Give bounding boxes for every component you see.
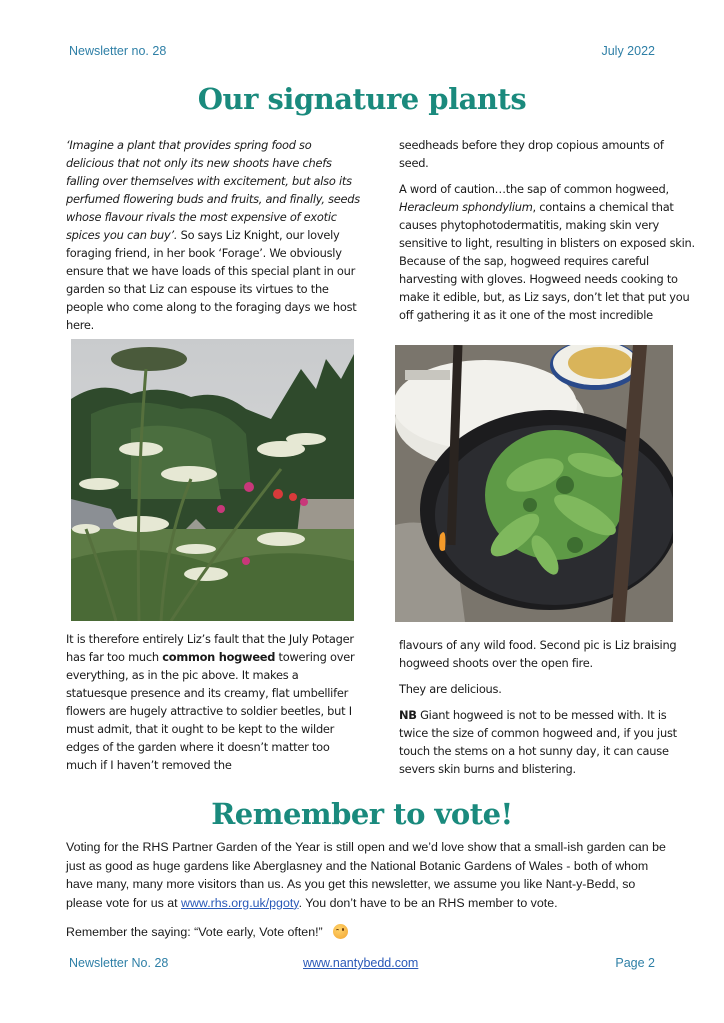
vote-text-a: Voting for the RHS Partner Garden of the Year is still open and we’d love show that a small-ish garden can be just as good as huge gardens like Aberglasney and the National Botanic Gardens of Wales - both of whom have many, many more visitors than us. As you get this newsletter, we assume you like Nant-y-Bedd, so please vote for us at [66,840,666,910]
nb-label: NB [399,708,417,722]
hogweed-fault-paragraph [66,630,362,774]
fault-text-a: It is therefore entirely Liz’s fault that the July Potager has far too much [66,632,354,664]
intro-paragraph [66,136,362,334]
nb-text: Giant hogweed is not to be messed with. It is twice the size of common hogweed and, if you just touch the stems on a hot sunny day, it can cause severs skin burns and blistering. [399,708,677,776]
column-left-top [66,136,362,342]
intro-text: So says Liz Knight, our lovely foraging friend, in her book ‘Forage’. We obviously ensure that we have loads of this special plant in our garden so that Liz can espouse its virtues to the people who come along to the foraging days we host here. [66,228,357,332]
nb-paragraph [399,706,695,778]
seedheads-paragraph: seedheads before they drop copious amounts of seed. [399,138,664,170]
hogweed-fire-photo [395,345,673,622]
caution-paragraph [399,180,695,324]
column-right-bottom [399,636,695,786]
caution-text-a: A word of caution…the sap of common hogweed, [399,182,669,196]
garden-photo-image [71,339,354,621]
delicious-paragraph: They are delicious. [399,682,502,696]
common-hogweed-bold: common hogweed [162,650,276,664]
fire-photo-image [395,345,673,622]
vote-text-b: . You don’t have to be an RHS member to vote. [298,895,558,910]
footer-newsletter-number: Newsletter No. 28 [69,956,169,970]
column-left-bottom [66,630,362,782]
fault-text-b: towering over everything, as in the pic above. It makes a statuesque presence and its creamy, flat umbellifer flowers are hugely attractive to soldier beetles, but I must admit, that it ought to be kept to the wilder edges of the garden where it doesn’t matter too much if I haven’t removed the [66,650,355,772]
footer-page-number: Page 2 [615,956,655,970]
caution-text-b: , contains a chemical that causes phytophotodermatitis, making skin very sensitive to light, resulting in blisters on exposed skin. Because of the sap, hogweed requires careful harvesting with gloves. Hogweed needs cooking to make it edible, but, as Liz says, don’t let that put you off gathering it as it one of the most incredible [399,200,695,322]
winking-face-emoji-icon [333,924,348,939]
website-link[interactable]: www.nantybedd.com [303,956,419,970]
vote-saying-text: Remember the saying: “Vote early, Vote often!” [66,925,323,939]
footer-website [303,956,418,970]
liz-knight-quote: ‘Imagine a plant that provides spring food so delicious that not only its new shoots have chefs falling over themselves with excitement, but also its perfumed flowering buds and fruits, and finally, seeds whose flavour rivals the most expensive of exotic spices you can buy’. [66,138,360,242]
section-title-remember-to-vote: Remember to vote! [211,797,513,831]
hogweed-garden-photo [71,339,354,621]
section-title-signature-plants: Our signature plants [197,82,527,116]
flavours-paragraph: flavours of any wild food. Second pic is Liz braising hogweed shoots over the open fire. [399,638,677,670]
vote-saying [66,924,348,939]
latin-name: Heracleum sphondylium [399,200,533,214]
rhs-vote-link[interactable]: www.rhs.org.uk/pgoty [181,895,299,910]
vote-paragraph [66,838,666,912]
header-date: July 2022 [601,44,655,58]
header-newsletter-number: Newsletter no. 28 [69,44,167,58]
column-right-top [399,136,695,332]
